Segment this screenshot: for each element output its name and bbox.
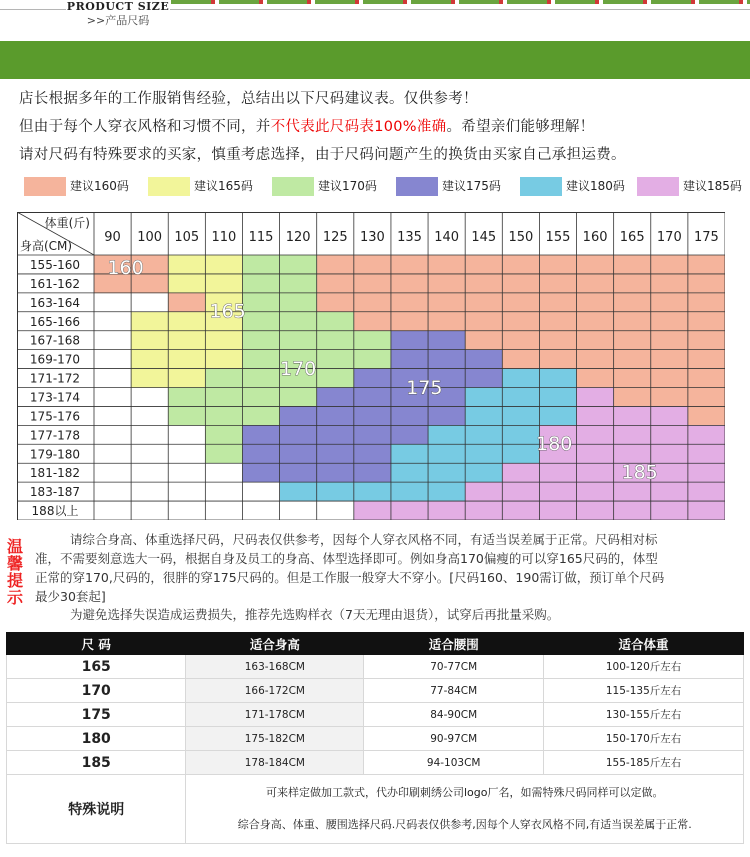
header-waist: 适合腰围 [364,633,544,655]
grid-cell [577,274,614,293]
grid-cell [317,388,354,407]
header-height: 适合身高 [186,633,364,655]
grid-cell [465,425,502,444]
grid-cell [280,388,317,407]
weight-cell: 155-185斤左右 [544,751,744,775]
grid-cell [688,482,725,501]
grid-cell [688,406,725,425]
grid-cell [465,463,502,482]
height-cell: 171-178CM [186,703,364,727]
size-table-row [7,703,744,727]
grid-cell [577,425,614,444]
grid-cell [428,274,465,293]
grid-cell [205,406,242,425]
grid-cell [354,463,391,482]
grid-cell [205,350,242,369]
legend-swatch [24,177,66,196]
zone-size-label: 165 [209,300,246,323]
grid-cell [242,312,279,331]
grid-cell [688,274,725,293]
grid-cell [614,293,651,312]
grid-cell [651,388,688,407]
header-weight: 适合体重 [544,633,744,655]
legend-swatch [148,177,190,196]
header-title-box [66,0,170,28]
grid-cell [577,255,614,274]
grid-cell [391,274,428,293]
corner-height-label: 身高(CM) [20,239,73,253]
grid-cell [317,331,354,350]
grid-cell [539,501,576,520]
waist-cell: 94-103CM [364,751,544,775]
special-note-line-2: 综合身高、体重、腰围选择尺码.尺码表仅供参考,因每个人穿衣风格不同,有适当误差属于正常. [237,818,692,831]
grid-cell [242,388,279,407]
grid-cell [168,388,205,407]
grid-cell [354,406,391,425]
grid-cell [428,331,465,350]
grid-cell [688,312,725,331]
grid-cell [614,255,651,274]
grid-cell [205,331,242,350]
waist-cell: 70-77CM [364,655,544,679]
size-cell: 185 [7,751,186,775]
size-cell: 170 [7,679,186,703]
grid-cell [577,293,614,312]
height-cell: 178-184CM [186,751,364,775]
grid-cell [168,293,205,312]
grid-cell [242,463,279,482]
grid-cell [391,255,428,274]
grid-cell [539,274,576,293]
tips-side-label: 温馨提示 [6,537,23,607]
weight-cell: 130-155斤左右 [544,703,744,727]
size-recommendation-grid [17,212,725,520]
grid-cell [317,369,354,388]
corner-weight-label: 体重(斤) [44,216,90,230]
special-note-row [7,775,744,844]
special-note-content [186,775,744,844]
grid-cell [280,425,317,444]
height-cell: 175-182CM [186,727,364,751]
grid-cell [651,293,688,312]
grid-cell [651,312,688,331]
grid-cell [577,444,614,463]
grid-cell [391,444,428,463]
grid-cell [131,312,168,331]
legend-label: 建议175码 [442,179,501,193]
size-cell: 175 [7,703,186,727]
grid-cell [577,501,614,520]
grid-cell [688,444,725,463]
header-size: 尺 码 [7,633,186,655]
grid-cell [205,444,242,463]
grid-cell [539,293,576,312]
grid-cell [205,274,242,293]
height-cell: 163-168CM [186,655,364,679]
grid-cell [168,369,205,388]
grid-cell [280,331,317,350]
height-row-label: 173-174 [29,390,81,405]
grid-cell [391,425,428,444]
legend-swatch [272,177,314,196]
grid-cell [428,350,465,369]
grid-cell [577,331,614,350]
grid-cell [205,425,242,444]
grid-cell [428,312,465,331]
grid-cell [651,350,688,369]
grid-cell [354,388,391,407]
grid-cell [502,388,539,407]
size-table-row [7,655,744,679]
zone-size-label: 175 [406,377,443,400]
grid-cell [539,331,576,350]
grid-cell [354,482,391,501]
grid-cell [242,406,279,425]
legend-label: 建议165码 [194,179,253,193]
grid-cell [614,406,651,425]
intro-line-3: 请对尺码有特殊要求的买家，慎重考虑选择，由于尺码问题产生的换货由买家自己承担运费。 [19,147,626,163]
grid-cell [465,350,502,369]
grid-cell [465,369,502,388]
grid-cell [317,406,354,425]
grid-cell [465,312,502,331]
grid-cell [391,406,428,425]
grid-cell [539,406,576,425]
grid-cell [168,331,205,350]
grid-cell [539,463,576,482]
grid-cell [280,444,317,463]
height-row-label: 169-170 [29,352,81,367]
size-table-row [7,727,744,751]
grid-cell [539,312,576,331]
intro-line-2-post: 。希望亲们能够理解！ [446,119,595,135]
special-note-label: 特殊说明 [7,775,186,844]
zone-size-label: 180 [536,432,573,455]
grid-cell [502,501,539,520]
grid-cell [280,463,317,482]
zone-size-label: 160 [107,256,144,279]
weight-column-label: 110 [211,230,237,245]
size-table [6,632,744,844]
height-row-label: 171-172 [29,371,81,386]
legend-swatch [396,177,438,196]
grid-cell [317,350,354,369]
weight-column-label: 120 [285,230,311,245]
grid-cell [465,274,502,293]
grid-cell [688,501,725,520]
grid-cell [688,255,725,274]
height-row-label: 183-187 [29,485,81,500]
grid-cell [539,255,576,274]
size-table-row [7,679,744,703]
grid-cell [502,425,539,444]
weight-column-label: 165 [619,230,645,245]
intro-line-2-red: 不代表此尺码表100%准确 [270,119,447,135]
header-stripes [171,0,750,4]
grid-cell [428,482,465,501]
grid-cell [354,369,391,388]
height-row-label: 175-176 [29,409,81,424]
grid-cell [168,255,205,274]
grid-cell [391,350,428,369]
grid-cell [614,425,651,444]
weight-column-label: 160 [582,230,608,245]
grid-cell [465,388,502,407]
grid-cell [502,274,539,293]
grid-cell [354,274,391,293]
waist-cell: 84-90CM [364,703,544,727]
height-row-label: 163-164 [29,295,81,310]
grid-cell [577,482,614,501]
legend-swatch [637,177,679,196]
grid-cell [317,463,354,482]
grid-cell [242,274,279,293]
height-cell: 166-172CM [186,679,364,703]
grid-cell [205,388,242,407]
zone-size-label: 170 [280,358,317,381]
grid-cell [391,312,428,331]
grid-cell [205,369,242,388]
grid-cell [317,482,354,501]
grid-cell [614,482,651,501]
weight-cell: 150-170斤左右 [544,727,744,751]
legend-label: 建议170码 [318,179,377,193]
grid-cell [242,255,279,274]
grid-cell [280,482,317,501]
legend-label: 建议160码 [70,179,129,193]
header-subtitle: >>产品尺码 [86,14,150,27]
grid-cell [242,331,279,350]
grid-cell [577,463,614,482]
height-row-label: 165-166 [29,314,81,329]
grid-cell [354,425,391,444]
grid-cell [428,444,465,463]
grid-cell [317,425,354,444]
height-row-label: 181-182 [29,466,81,481]
grid-cell [354,293,391,312]
grid-cell [651,369,688,388]
grid-cell [317,312,354,331]
zone-size-label: 185 [621,461,658,484]
height-row-label: 177-178 [29,428,81,443]
grid-cell [465,293,502,312]
height-row-label: 167-168 [29,333,81,348]
grid-cell [688,425,725,444]
grid-cell [242,293,279,312]
tip-line-3: 正常的穿170,尺码的，很胖的穿175尺码的。但是工作服一般穿大不穿小。[尺码160、190需订做，预订单个尺码 [35,570,665,585]
grid-cell [354,312,391,331]
grid-cell [502,482,539,501]
header-title: PRODUCT SIZE [66,0,170,13]
grid-cell [465,255,502,274]
grid-cell [614,274,651,293]
weight-column-label: 105 [174,230,200,245]
weight-column-label: 100 [137,230,163,245]
size-cell: 165 [7,655,186,679]
grid-cell [651,425,688,444]
grid-cell [651,482,688,501]
tip-line-5: 为避免选择失误造成运费损失，推荐先选购样衣（7天无理由退货），试穿后再批量采购。 [70,607,560,622]
grid-cell [614,312,651,331]
legend-label: 建议180码 [566,179,625,193]
grid-cell [354,444,391,463]
grid-cell [242,425,279,444]
grid-cell [280,274,317,293]
grid-cell [391,293,428,312]
grid-cell [465,331,502,350]
grid-cell [614,350,651,369]
grid-cell [502,406,539,425]
grid-cell [428,406,465,425]
grid-cell [539,388,576,407]
weight-column-label: 175 [694,230,719,245]
green-banner [0,41,750,79]
grid-cell [577,406,614,425]
grid-cell [242,444,279,463]
grid-cell [688,388,725,407]
grid-cell [577,369,614,388]
grid-cell [502,331,539,350]
legend-label: 建议185码 [683,179,742,193]
grid-cell [317,255,354,274]
weight-column-label: 140 [434,230,460,245]
height-row-label: 179-180 [29,447,81,462]
grid-cell [168,274,205,293]
grid-cell [391,482,428,501]
grid-cell [465,482,502,501]
size-table-header [7,633,744,655]
grid-cell [131,369,168,388]
grid-cell [428,255,465,274]
grid-cell [168,350,205,369]
weight-column-label: 170 [656,230,682,245]
grid-cell [651,406,688,425]
grid-cell [688,463,725,482]
grid-cell [428,501,465,520]
grid-cell [614,369,651,388]
weight-column-label: 125 [322,230,348,245]
size-cell: 180 [7,727,186,751]
waist-cell: 77-84CM [364,679,544,703]
weight-column-label: 90 [104,230,121,245]
grid-cell [651,274,688,293]
size-table-body [7,655,744,775]
grid-cell [539,369,576,388]
grid-cell [131,350,168,369]
grid-cell [688,293,725,312]
grid-cell [688,369,725,388]
tip-line-2: 准，不需要刻意选大一码，根据自身及员工的身高、体型选择即可。例如身高170偏瘦的可以穿165尺码的，体型 [35,551,658,566]
grid-cell [465,501,502,520]
weight-column-label: 130 [359,230,385,245]
grid-cell [465,406,502,425]
grid-cell [688,350,725,369]
grid-cell [280,312,317,331]
grid-cell [131,331,168,350]
grid-cell [354,350,391,369]
grid-cell [168,312,205,331]
grid-cell [428,463,465,482]
weight-column-label: 135 [397,230,422,245]
grid-cell [317,293,354,312]
grid-cell [428,425,465,444]
grid-cell [651,501,688,520]
grid-cell [354,331,391,350]
tip-line-4: 最少30套起] [35,589,106,604]
height-row-label: 155-160 [29,257,81,272]
grid-cell [354,255,391,274]
grid-cell [577,312,614,331]
grid-cell [614,331,651,350]
weight-column-label: 115 [248,230,274,245]
grid-cell [688,331,725,350]
grid-cell [168,406,205,425]
grid-cell [502,293,539,312]
size-table-row [7,751,744,775]
grid-cell [280,293,317,312]
grid-cell [242,350,279,369]
grid-cell [614,501,651,520]
weight-column-label: 155 [545,230,571,245]
grid-cell [242,369,279,388]
intro-line-2-pre: 但由于每个人穿衣风格和习惯不同，并 [19,119,271,135]
intro-line-1: 店长根据多年的工作服销售经验，总结出以下尺码建议表。仅供参考！ [19,91,478,107]
legend-swatch [520,177,562,196]
intro-line-2 [19,117,594,137]
grid-cell [577,350,614,369]
weight-column-label: 150 [508,230,534,245]
grid-cell [651,331,688,350]
grid-cell [502,444,539,463]
grid-cell [391,463,428,482]
grid-cell [280,406,317,425]
weight-column-label: 145 [471,230,497,245]
grid-cell [577,388,614,407]
grid-cell [465,444,502,463]
grid-cell [502,312,539,331]
height-row-label: 188以上 [31,504,79,519]
grid-cell [502,255,539,274]
weight-cell: 115-135斤左右 [544,679,744,703]
grid-cell [428,293,465,312]
grid-cell [354,501,391,520]
grid-cell [614,388,651,407]
waist-cell: 90-97CM [364,727,544,751]
tip-line-1: 请综合身高、体重选择尺码，尺码表仅供参考，因每个人穿衣风格不同，有适当误差属于正常。尺码相对标 [70,532,658,547]
weight-cell: 100-120斤左右 [544,655,744,679]
special-note-line-1: 可来样定做加工款式，代办印刷刺绣公司logo厂名，如需特殊尺码同样可以定做。 [265,786,664,799]
grid-cell [651,255,688,274]
grid-svg [17,212,725,520]
grid-cell [391,331,428,350]
grid-cell [539,350,576,369]
grid-cell [317,444,354,463]
height-row-label: 161-162 [29,276,81,291]
grid-cell [502,350,539,369]
grid-cell [391,501,428,520]
grid-cell [317,274,354,293]
grid-cell [502,463,539,482]
grid-cell [280,255,317,274]
grid-cell [502,369,539,388]
grid-cell [539,482,576,501]
grid-cell [205,255,242,274]
